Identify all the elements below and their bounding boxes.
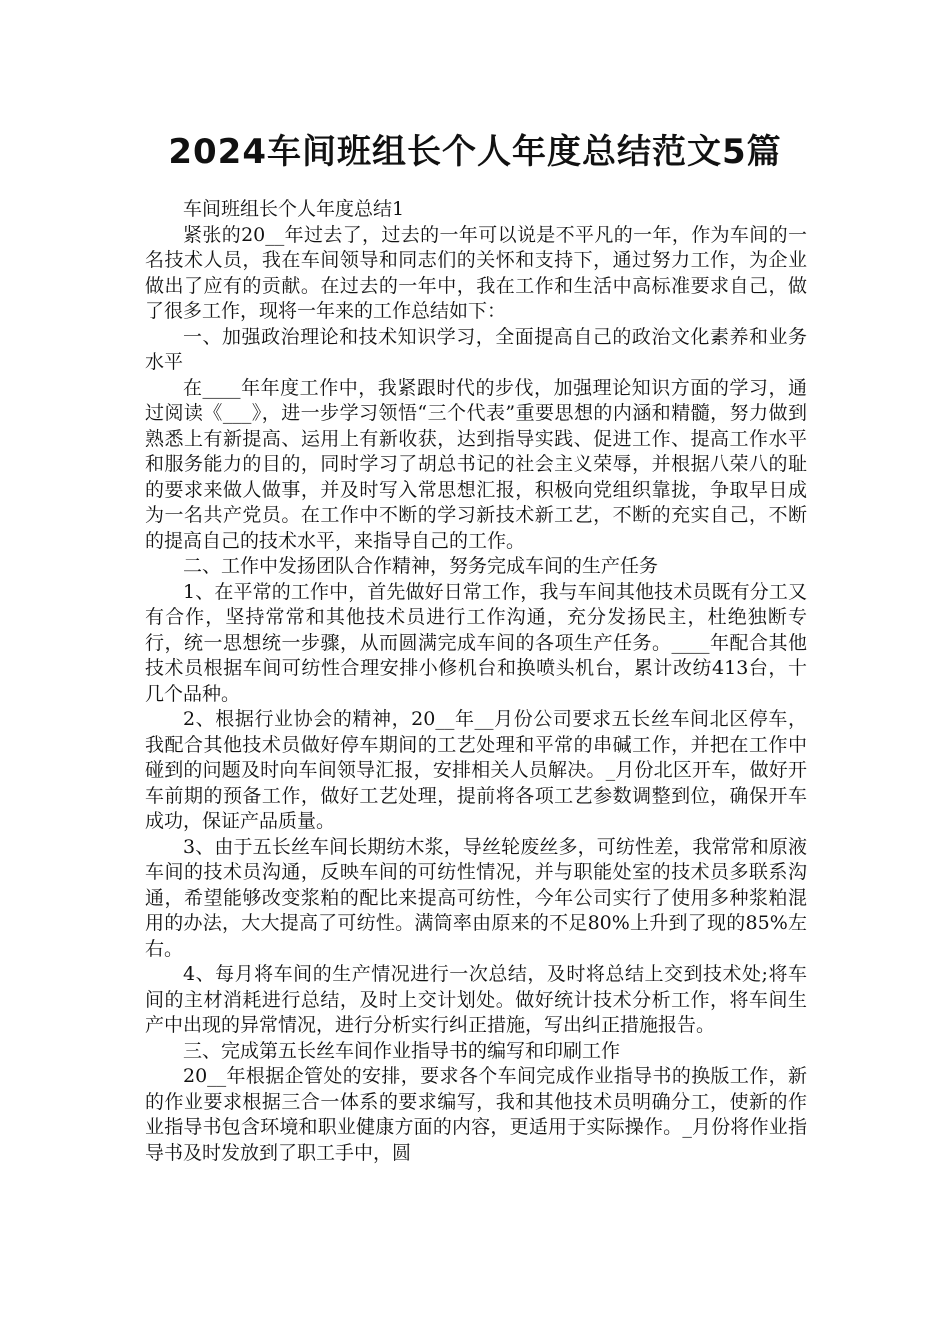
paragraph: 3、由于五长丝车间长期纺木浆，导丝轮废丝多，可纺性差，我常常和原液车间的技术员沟通，反映车间的可纺性情况，并与职能处室的技术员多联系沟通，希望能够改变浆粕的配比来提高可纺性，今年公司实行了使用多种浆粕混用的办法，大大提高了可纺性。满筒率由原来的不足80%上升到了现的85%左右。 — [145, 835, 807, 960]
document-title: 2024车间班组长个人年度总结范文5篇 — [168, 132, 782, 172]
intro-paragraph: 紧张的20__年过去了，过去的一年可以说是不平凡的一年，作为车间的一名技术人员，我在车间领导和同志们的关怀和支持下，通过努力工作，为企业做出了应有的贡献。在过去的一年中，我在工作和生活中高标准要求自己，做了很多工作，现将一年来的工作总结如下： — [145, 223, 807, 322]
section-heading-3: 三、完成第五长丝车间作业指导书的编写和印刷工作 — [183, 1039, 621, 1062]
paragraph: 在____年年度工作中，我紧跟时代的步伐，加强理论知识方面的学习，通过阅读《___》，进一步学习领悟“三个代表”重要思想的内涵和精髓，努力做到熟悉上有新提高、运用上有新收获，达到指导实践、促进工作、提高工作水平和服务能力的目的，同时学习了胡总书记的社会主义荣辱，并根据八荣八的耻的要求来做人做事，并及时写入常思想汇报，积极向党组织靠拢，争取早日成为一名共产党员。在工作中不断的学习新技术新工艺，不断的充实自己，不断的提高自己的技术水平，来指导自己的工作。 — [145, 376, 807, 552]
paragraph: 20__年根据企管处的安排，要求各个车间完成作业指导书的换版工作，新的作业要求根据三合一体系的要求编写，我和其他技术员明确分工，使新的作业指导书包含环境和职业健康方面的内容，更适用于实际操作。_月份将作业指导书及时发放到了职工手中，圆 — [145, 1065, 807, 1164]
section-heading-2: 二、工作中发扬团队合作精神，努务完成车间的生产任务 — [183, 555, 659, 577]
paragraph: 2、根据行业协会的精神，20__年__月份公司要求五长丝车间北区停车，我配合其他技术员做好停车期间的工艺处理和平常的串碱工作，并把在工作中碰到的问题及时向车间领导汇报，安排相关人员解决。_月份北区开车，做好开车前期的预备工作，做好工艺处理，提前将各项工艺参数调整到位，确保开车成功，保证产品质量。 — [145, 708, 807, 832]
document-body — [145, 197, 807, 1166]
paragraph: 4、每月将车间的生产情况进行一次总结，及时将总结上交到技术处;将车间的主材消耗进行总结，及时上交计划处。做好统计技术分析工作，将车间生产中出现的异常情况，进行分析实行纠正措施，写出纠正措施报告。 — [145, 963, 807, 1036]
section-subtitle: 车间班组长个人年度总结1 — [183, 198, 405, 220]
paragraph: 1、在平常的工作中，首先做好日常工作，我与车间其他技术员既有分工又有合作，坚持常常和其他技术员进行工作沟通，充分发扬民主，杜绝独断专行，统一思想统一步骤，从而圆满完成车间的各项生产任务。____年配合其他技术员根据车间可纺性合理安排小修机台和换喷头机台，累计改纺413台，十几个品种。 — [145, 580, 807, 705]
section-heading-1: 一、加强政治理论和技术知识学习，全面提高自己的政治文化素养和业务水平 — [145, 325, 807, 373]
